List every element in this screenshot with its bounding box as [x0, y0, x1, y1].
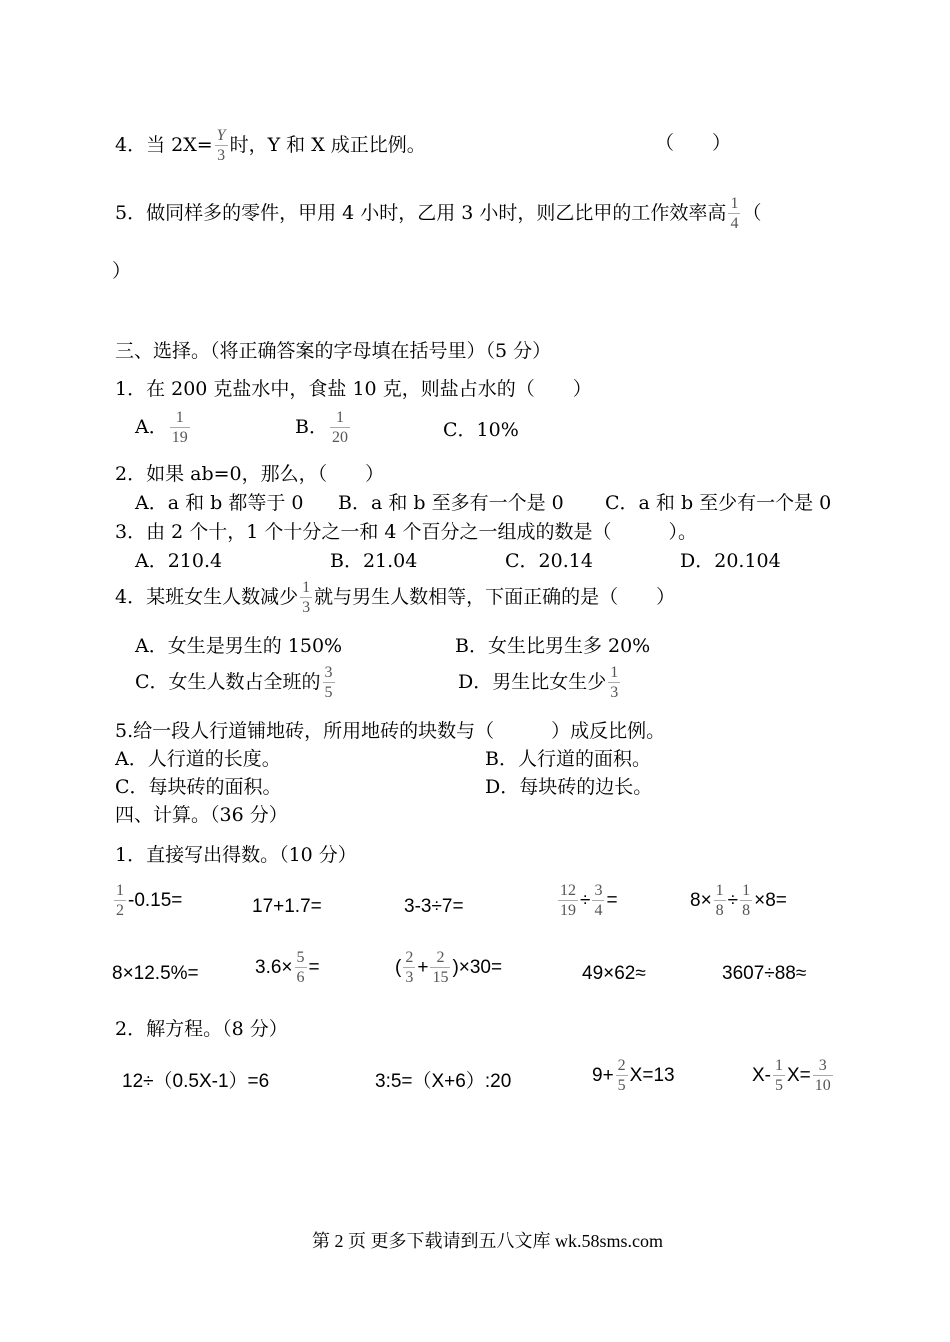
equation-4: X- $\frac{1}{5}$ X= $\frac{3}{10}$ [752, 1057, 831, 1094]
fraction: $\frac{2}{15}$ [432, 949, 449, 986]
fraction: $\frac{1}{4}$ [730, 195, 739, 232]
choice-q5-option-b[interactable]: B．人行道的面积。 [485, 748, 651, 770]
choice-q2: 2．如果 ab=0，那么，（ ） [115, 463, 385, 485]
judge-q4: 4．当 2X= $\frac{Y}{3}$ 时，Y 和 X 成正比例。 [115, 127, 426, 164]
judge-q5-paren-close: ） [112, 260, 132, 282]
choice-q5-option-d[interactable]: D．每块砖的边长。 [485, 776, 653, 798]
fraction: $\frac{1}{8}$ [742, 882, 751, 919]
choice-q1-option-b[interactable]: B． $\frac{1}{20}$ [295, 409, 348, 446]
calc-expr-3: 3-3÷7= [404, 896, 464, 917]
choice-q1-option-c[interactable]: C．10% [443, 419, 519, 441]
calc-expr-1: $\frac{1}{2}$ -0.15= [116, 882, 183, 919]
calc-expr-7: 3.6× $\frac{5}{6}$ = [255, 949, 320, 986]
choice-q2-option-b[interactable]: B．a 和 b 至多有一个是 0 [338, 492, 564, 514]
fraction: $\frac{3}{10}$ [814, 1057, 831, 1094]
calc-expr-9: 49×62≈ [582, 963, 646, 984]
fraction: $\frac{1}{20}$ [331, 409, 348, 446]
choice-q3-option-a[interactable]: A．210.4 [135, 550, 223, 572]
calc-subsection-1-title: 1．直接写出得数。（10 分） [115, 844, 357, 866]
fraction: $\frac{1}{19}$ [171, 409, 188, 446]
choice-q1: 1．在 200 克盐水中，食盐 10 克，则盐占水的（ ） [115, 378, 592, 400]
fraction: $\frac{2}{5}$ [617, 1057, 626, 1094]
calc-expr-5: 8× $\frac{1}{8}$ ÷ $\frac{1}{8}$ ×8= [690, 882, 787, 919]
fraction: $\frac{3}{4}$ [594, 882, 603, 919]
page-footer: 第 2 页 更多下载请到五八文库 wk.58sms.com [312, 1231, 663, 1251]
calc-expr-2: 17+1.7= [252, 896, 322, 917]
choice-q3: 3．由 2 个十，1 个十分之一和 4 个百分之一组成的数是（ ）。 [115, 521, 698, 543]
fraction: $\frac{5}{6}$ [296, 949, 305, 986]
fraction: $\frac{2}{3}$ [405, 949, 414, 986]
equation-1: 12÷（0.5X-1）=6 [122, 1071, 270, 1092]
choice-q3-option-d[interactable]: D．20.104 [680, 550, 781, 572]
section-4-title: 四、计算。（36 分） [115, 804, 288, 826]
fraction: $\frac{1}{8}$ [715, 882, 724, 919]
choice-q2-option-a[interactable]: A．a 和 b 都等于 0 [135, 492, 304, 514]
choice-q4-option-d[interactable]: D．男生比女生少 $\frac{1}{3}$ [458, 664, 619, 701]
section-3-title: 三、选择。（将正确答案的字母填在括号里）（5 分） [115, 340, 552, 362]
fraction: $\frac{1}{3}$ [302, 579, 311, 616]
choice-q3-option-c[interactable]: C．20.14 [505, 550, 593, 572]
fraction: $\frac{1}{2}$ [116, 882, 124, 919]
fraction: $\frac{Y}{3}$ [216, 127, 226, 164]
choice-q3-option-b[interactable]: B．21.04 [330, 550, 418, 572]
equation-3: 9+ $\frac{2}{5}$ X=13 [592, 1057, 675, 1094]
fraction: $\frac{1}{3}$ [610, 664, 619, 701]
fraction: $\frac{1}{5}$ [775, 1057, 783, 1094]
calc-subsection-2-title: 2．解方程。（8 分） [115, 1018, 288, 1040]
calc-expr-6: 8×12.5%= [112, 963, 199, 984]
choice-q1-option-a[interactable]: A． $\frac{1}{19}$ [135, 409, 188, 446]
choice-q4-option-a[interactable]: A．女生是男生的 150% [135, 635, 343, 657]
choice-q4-option-c[interactable]: C．女生人数占全班的 $\frac{3}{5}$ [135, 664, 333, 701]
calc-expr-4: $\frac{12}{19}$ ÷ $\frac{3}{4}$ = [560, 882, 618, 919]
judge-q4-answer-paren[interactable]: （ ） [655, 132, 732, 154]
choice-q5-option-a[interactable]: A．人行道的长度。 [115, 748, 281, 770]
judge-q5: 5．做同样多的零件，甲用 4 小时，乙用 3 小时，则乙比甲的工作效率高 $\frac{1}{4}$ （ [115, 195, 762, 232]
calc-expr-10: 3607÷88≈ [722, 963, 807, 984]
equation-2: 3:5=（X+6）:20 [375, 1071, 512, 1092]
choice-q4-option-b[interactable]: B．女生比男生多 20% [455, 635, 651, 657]
choice-q5: 5.给一段人行道铺地砖，所用地砖的块数与（ ）成反比例。 [115, 720, 666, 742]
choice-q2-option-c[interactable]: C．a 和 b 至少有一个是 0 [605, 492, 832, 514]
calc-expr-8: ( $\frac{2}{3}$ + $\frac{2}{15}$ )×30= [395, 949, 503, 986]
choice-q4: 4．某班女生人数减少 $\frac{1}{3}$ 就与男生人数相等，下面正确的是（ ） [115, 579, 676, 616]
choice-q5-option-c[interactable]: C．每块砖的面积。 [115, 776, 282, 798]
fraction: $\frac{12}{19}$ [560, 882, 576, 919]
fraction: $\frac{3}{5}$ [324, 664, 333, 701]
